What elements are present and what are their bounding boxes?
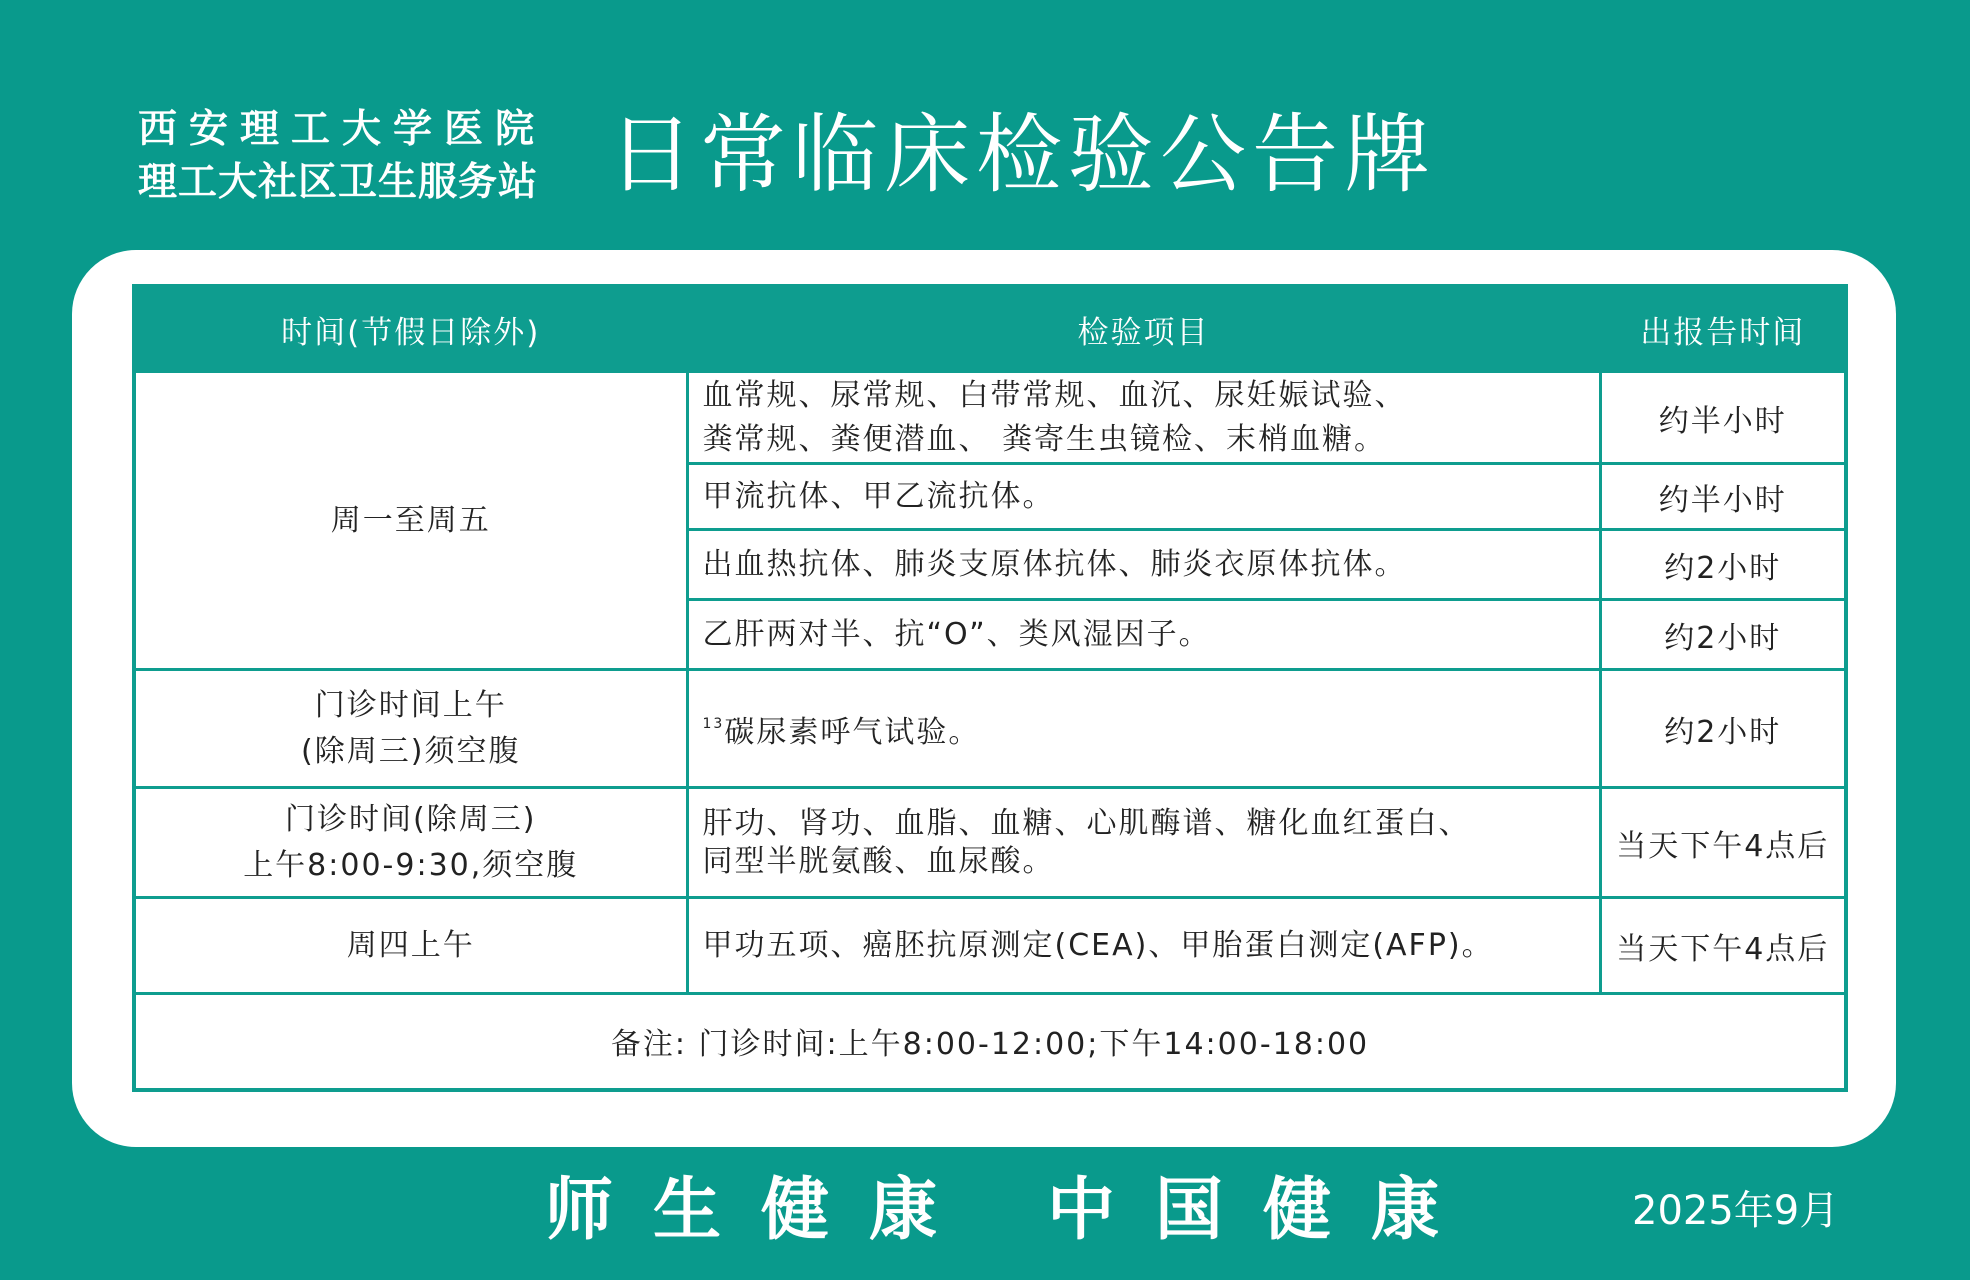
report-cell: 约2小时 [1600,670,1846,788]
table-row [134,898,1846,994]
item-cell: 甲功五项、癌胚抗原测定(CEA)、甲胎蛋白测定(AFP)。 [687,898,1600,994]
board-title: 日常临床检验公告牌 [608,105,1436,205]
organization-line-2: 理工大社区卫生服务站 [138,160,539,205]
table-header-row [134,286,1846,372]
item-line: 粪常规、粪便潜血、 粪寄生虫镜检、末梢血糖。 [702,421,1387,457]
note-row [134,994,1846,1090]
item-cell: 出血热抗体、肺炎支原体抗体、肺炎衣原体抗体。 [687,530,1600,600]
slogan-part-2: 中国健康 [1047,1170,1480,1250]
item-line: 同型半胱氨酸、血尿酸。 [702,843,1055,879]
item-text: 碳尿素呼气试验。 [724,715,981,750]
report-cell: 约半小时 [1600,372,1846,464]
report-cell: 当天下午4点后 [1600,898,1846,994]
slogan-part-1: 师生健康 [545,1170,978,1250]
item-cell [687,372,1600,464]
report-cell: 约2小时 [1600,600,1846,670]
report-cell: 当天下午4点后 [1600,788,1846,898]
header-time: 时间(节假日除外) [134,286,687,372]
item-line: 肝功、肾功、血脂、血糖、心肌酶谱、糖化血红蛋白、 [702,805,1471,841]
organization-name [138,103,546,209]
report-cell: 约2小时 [1600,530,1846,600]
schedule-table [132,284,1848,1092]
slogan [545,1170,1479,1250]
item-cell [687,670,1600,788]
table-row [134,788,1846,898]
header-report: 出报告时间 [1600,286,1846,372]
isotope-superscript: 13 [702,716,725,732]
time-cell [134,788,687,898]
item-cell: 甲流抗体、甲乙流抗体。 [687,464,1600,530]
time-line: 门诊时间上午 [314,687,507,723]
note-cell: 备注: 门诊时间:上午8:00-12:00;下午14:00-18:00 [134,994,1846,1090]
time-cell [134,670,687,788]
table-row [134,670,1846,788]
table-row [134,372,1846,464]
report-cell: 约半小时 [1600,464,1846,530]
item-cell: 乙肝两对半、抗“O”、类风湿因子。 [687,600,1600,670]
header-items: 检验项目 [687,286,1600,372]
organization-line-1: 西安理工大学医院 [138,107,547,152]
time-line: 上午8:00-9:30,须空腹 [243,847,579,883]
time-line: (除周三)须空腹 [301,733,521,769]
time-line: 门诊时间(除周三) [285,801,537,837]
time-cell: 周四上午 [134,898,687,994]
time-cell: 周一至周五 [134,372,687,670]
item-line: 血常规、尿常规、白带常规、血沉、尿妊娠试验、 [702,377,1407,413]
item-cell [687,788,1600,898]
issue-date: 2025年9月 [1632,1188,1840,1234]
